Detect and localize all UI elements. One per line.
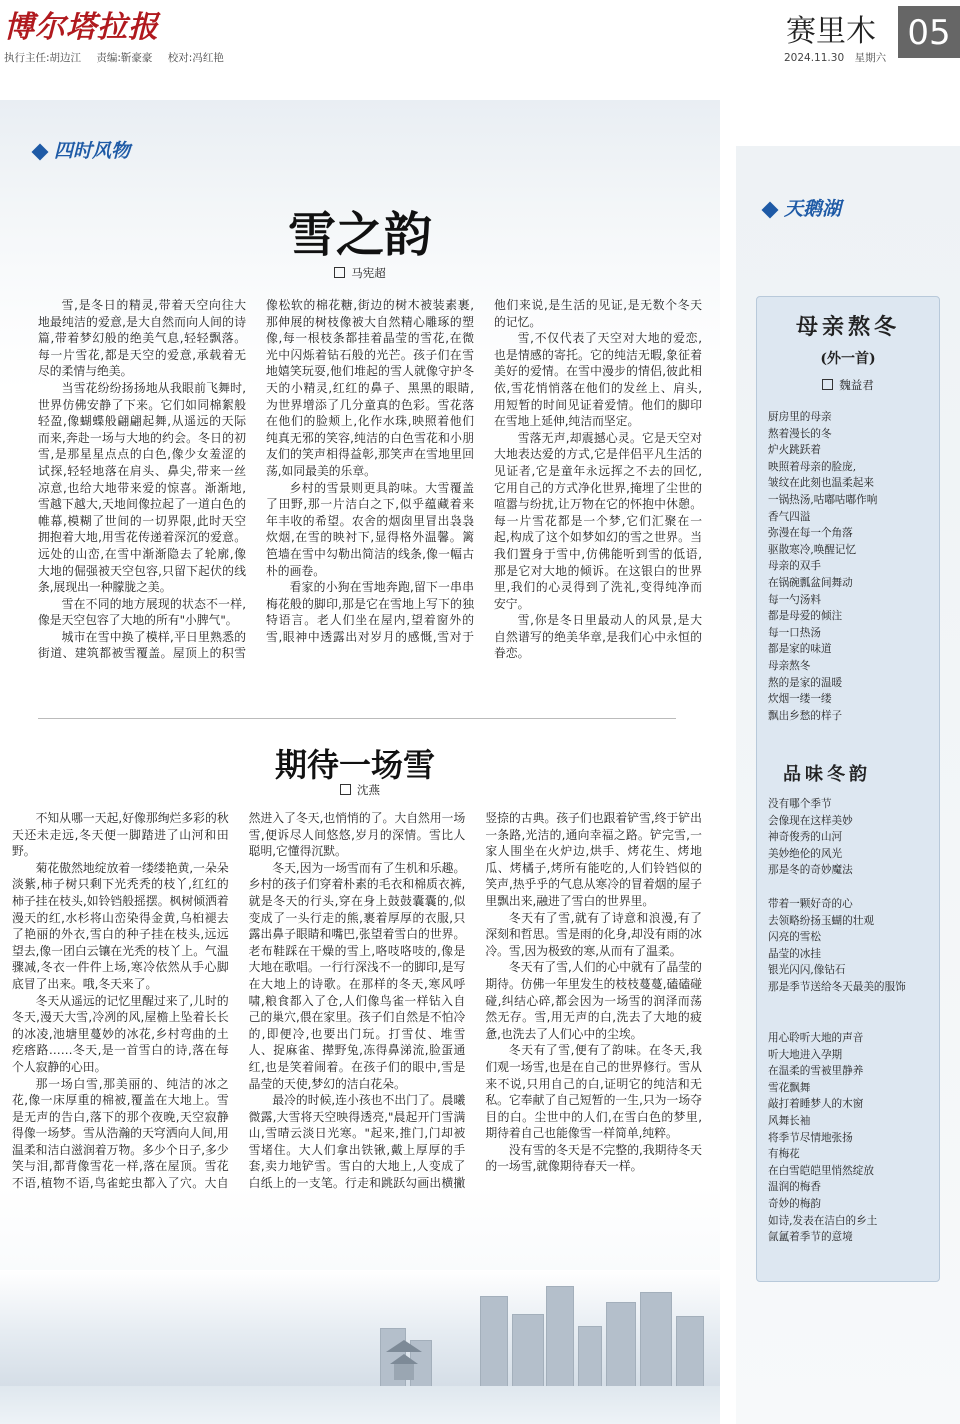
poem-line: 都是家的味道 — [768, 643, 832, 656]
poem-line: 风舞长袖 — [768, 1114, 811, 1127]
poem-line: 银光闪闪,像钻石 — [768, 964, 846, 977]
poem2-title: 品味冬韵 — [783, 764, 871, 785]
article1-author: 马宪超 — [351, 266, 386, 280]
poem2-stanza-2 — [768, 896, 934, 996]
poem-line: 神奇俊秀的山河 — [768, 831, 843, 844]
winter-city-illustration — [0, 1270, 720, 1424]
article2-paragraph: 那一场白雪,那美丽的、纯洁的冰之花,像一床厚重的棉被,覆盖在大地上。雪是无声的告白,落下的那个夜晚,天空寂静得像一场梦。雪从浩瀚的天穹洒向人间,用温柔和洁白滋润着万物。多少个日子,多少笑与泪,都背像雪花一样,落在屋顶。雪花不语,植物不语,鸟雀蛇虫都入了穴。大自然进入了冬天,也悄悄的了。大自然用一场雪,便诉尽人间悠悠,岁月的深情。雪比人聪明,它懂得沉默。 — [12, 811, 466, 1191]
credit-director: 执行主任:胡边江 — [4, 52, 82, 64]
masthead — [0, 0, 960, 72]
article2-title: 期待一场雪 — [274, 746, 435, 784]
article2-paragraph: 不知从哪一天起,好像那绚烂多彩的秋天还未走远,冬天便一脚踏进了山河和田野。 — [12, 811, 229, 859]
page-number: 05 — [898, 6, 960, 58]
poem-line: 带着一颗好奇的心 — [768, 898, 853, 910]
article1-byline — [260, 265, 460, 281]
article1-body — [38, 297, 702, 695]
article-divider — [38, 718, 676, 719]
poem-line: 在温柔的雪被里静养 — [768, 1065, 864, 1078]
poem-line: 听大地进入孕期 — [768, 1048, 843, 1061]
poem-line: 炊烟一缕一缕 — [768, 693, 832, 706]
main-column-tag — [34, 136, 130, 163]
poem-line: 厨房里的母亲 — [768, 411, 832, 423]
poem-line: 在锅碗瓢盆间舞动 — [768, 576, 853, 589]
poem-byline — [756, 377, 940, 393]
poem-line: 母亲熬冬 — [768, 659, 811, 672]
article1-paragraph: 雪,你是冬日里最动人的风景,是大自然谱写的绝美华章,是我们心中永恒的眷恋。 — [494, 613, 702, 661]
poem-line: 一锅热汤,咕嘟咕嘟作响 — [768, 493, 878, 506]
poem1-lines — [768, 409, 934, 724]
poem-line: 雪花飘舞 — [768, 1081, 811, 1094]
poem-line: 那是季节送给冬天最美的服饰 — [768, 980, 906, 993]
article1-paragraph: 当雪花纷纷扬扬地从我眼前飞舞时,世界仿佛安静了下来。它们如同棉絮般轻盈,像蝴蝶般翩翩起舞,从遥远的天际而来,奔赴一场与大地的约会。冬日的初雪,是那星星点点的白色,像少女羞涩的试探,轻轻地落在肩头、鼻尖,带来一丝凉意,也给大地带来爱的惊喜。渐渐地,雪越下越大,天地间像拉起了一道白色的帷幕,模糊了世间的一切界限,此时天空拥抱着大地,用雪花传递着深沉的爱意。远处的山峦,在雪中渐渐隐去了轮廓,像大地的倔强被天空包容,只留下起伏的线条,展现出一种朦胧之美。 — [38, 380, 246, 595]
poem-line: 美妙绝伦的风光 — [768, 847, 843, 860]
poem-line: 奇妙的梅韵 — [768, 1197, 821, 1210]
article1-paragraph: 雪,是冬日的精灵,带着天空向往大地最纯洁的爱意,是大自然而向人间的诗篇,带着梦幻般的绝美气息,轻轻飘落。每一片雪花,都是天空的爱意,承载着无尽的柔情与绝美。 — [38, 298, 246, 379]
poem-line: 将季节尽情地张扬 — [768, 1131, 853, 1144]
poem-line: 晶莹的冰挂 — [768, 947, 821, 960]
poem-line: 在白雪皑皑里悄然绽放 — [768, 1164, 874, 1177]
article1-paragraph: 城市在雪中换了模样,平日里熟悉的街道、建筑都被雪覆盖。屋顶上的积雪像松软的棉花糖,街边的树木被装素裹,那伸展的树枝像被大自然精心雕琢的塑像,每一根枝条都挂着晶莹的雪花,在微光中闪烁着钻石般的光芒。孩子们在雪地嬉笑玩耍,他们堆起的雪人就像守护冬天的小精灵,红红的鼻子、黑黑的眼睛,为世界增添了几分童真的色彩。雪花落在他们的脸颊上,化作水珠,映照着他们纯真无邪的笑容,纯洁的白色雪花和小朋友们的笑声相得益彰,那笑声在雪地里回荡,如同最美的乐章。 — [38, 298, 474, 661]
poem-line: 驱散寒冷,唤醒记忆 — [768, 543, 857, 556]
poem-line: 皱纹在此刻也温柔起来 — [768, 477, 874, 490]
article1-paragraph: 乡村的雪景则更具韵味。大雪覆盖了田野,那一片洁白之下,似乎蕴藏着来年丰收的希望。农舍的烟囱里冒出袅袅炊烟,在雪的映衬下,显得格外温馨。篱笆墙在雪中勾勒出简洁的线条,像一幅古朴的画卷。 — [266, 480, 474, 578]
diamond-icon — [762, 202, 779, 219]
poem2-stanza-3 — [768, 1030, 934, 1246]
newspaper-logo: 博尔塔拉报 — [4, 10, 159, 45]
article2-body — [12, 810, 702, 1266]
poem-line: 没有哪个季节 — [768, 798, 832, 810]
article1-paragraph: 雪落无声,却震撼心灵。它是天空对大地表达爱的方式,它是伴侣平凡生活的见证者,它是童年永远挥之不去的回忆,它用自己的方式净化世界,掩埋了尘世的喧嚣与纷扰,让万物在它的怀抱中休憩。每一片雪花都是一个梦,它们汇聚在一起,构成了这个如梦如幻的雪之世界。当我们置身于雪中,仿佛能听到雪的低语,那是它对大地的倾诉。在这银白的世界里,我们的心灵得到了洗礼,变得纯净而安宁。 — [494, 430, 702, 611]
article1-paragraph: 雪,不仅代表了天空对大地的爱恋,也是情感的寄托。它的纯洁无暇,象征着美好的爱情。在雪中漫步的情侣,彼此相依,雪花悄悄落在他们的发丝上、肩头,用短暂的时间见证着爱情。他们的脚印在雪地上延伸,纯洁而坚定。 — [494, 331, 702, 429]
poem-author: 魏益君 — [839, 378, 874, 392]
poem-line: 母亲的双手 — [768, 560, 821, 573]
article2-paragraph: 冬天从遥远的记忆里醒过来了,儿时的冬天,漫天大雪,冷冽的风,屋檐上坠着长长的冰凌,池塘里蔓妙的冰花,乡村弯曲的土疙瘩路……冬天,是一首雪白的诗,落在每个人寂静的心田。 — [12, 993, 229, 1074]
poem-title: 母亲熬冬 — [795, 314, 900, 340]
poem-line: 炉火跳跃着 — [768, 444, 821, 457]
poem-line: 每一勺汤料 — [768, 593, 821, 606]
article2-paragraph: 冬天,因为一场雪而有了生机和乐趣。乡村的孩子们穿着朴素的毛衣和棉质衣裤,就是冬天的行头,穿在身上鼓鼓囊囊的,似变成了一头行走的熊,裹着厚厚的衣服,只露出鼻子眼睛和嘴巴,张望着雪白的世界。老布鞋踩在干燥的雪上,咯吱咯吱的,像是大地在歌唱。一行行深浅不一的脚印,是写在大地上的诗歌。在那样的冬天,寒风呼啸,粮食都入了仓,人们像鸟雀一样钻入自己的巢穴,偎在家里。孩子们自然是不怕冷的,即便冷,也要出门玩。打雪仗、堆雪人、捉麻雀、撵野兔,冻得鼻涕流,脸蛋通红,也是笑着闹着。在孩子们的眼中,雪是晶莹的天使,梦幻的洁白花朵。 — [248, 860, 466, 1091]
poem-line: 熬着漫长的冬 — [768, 427, 832, 440]
poem-line: 去领略纷扬玉蝴的壮观 — [768, 914, 874, 927]
article1-paragraph: 看家的小狗在雪地奔跑,留下一串串梅花般的脚印,那是它在雪地上写下的独特语言。老人们坐在屋内,望着窗外的雪,眼神中透露出对岁月的感慨,雪对于他们来说,是生活的见证,是无数个冬天的记忆。 — [266, 298, 702, 644]
poem-line: 会像现在这样美妙 — [768, 814, 853, 827]
poem-line: 有梅花 — [768, 1148, 800, 1161]
poem-line: 每一口热汤 — [768, 626, 821, 639]
poem2-stanza-1 — [768, 796, 934, 879]
poem-line: 映照着母亲的脸庞, — [768, 460, 857, 473]
credit-editor: 责编:靳豪豪 — [96, 52, 153, 64]
poem-line: 氤氲着季节的意境 — [768, 1231, 853, 1244]
poem-subtitle: (外一首) — [820, 351, 876, 367]
article2-author: 沈燕 — [357, 783, 380, 797]
poem-line: 飘出乡愁的样子 — [768, 709, 843, 722]
poem-line: 温润的梅香 — [768, 1181, 821, 1194]
diamond-icon — [32, 144, 49, 161]
poem-line: 那是冬的奇妙魔法 — [768, 864, 853, 877]
poem-line: 弥漫在每一个角落 — [768, 527, 853, 540]
side-column-tag-text: 天鹅湖 — [784, 198, 842, 220]
poem-line: 熬的是家的温暖 — [768, 676, 843, 689]
editor-credits — [4, 50, 236, 65]
article1-paragraph: 雪在不同的地方展现的状态不一样,像是天空包容了大地的所有"小脾气"。 — [38, 596, 246, 628]
side-column-tag — [764, 194, 841, 221]
article2-paragraph: 冬天有了雪,就有了诗意和浪漫,有了深刻和哲思。雪是雨的化身,却没有雨的冰冷。雪,因为极致的寒,从而有了温柔。 — [485, 910, 702, 958]
poem-line: 用心聆听大地的声音 — [768, 1032, 864, 1044]
credit-proofreader: 校对:冯红艳 — [167, 52, 224, 64]
article2-paragraph: 菊花傲然地绽放着一缕缕艳黄,一朵朵淡紫,柿子树只剩下光秃秃的枝丫,红红的柿子挂在枝头,如铃铛般摇摆。枫树倾洒着漫天的红,水杉将山峦染得金黄,乌桕褪去了艳丽的外衣,雪白的种子挂在枝头,远远望去,像一团白云镶在光秃的枝丫上。气温骤减,冬衣一件件上场,寒冷依然从手心脚底冒了出来。哦,冬天来了。 — [12, 860, 229, 991]
article2-paragraph: 没有雪的冬天是不完整的,我期待冬天的一场雪,就像期待春天一样。 — [485, 1142, 702, 1174]
section-title: 赛里木 — [786, 14, 876, 49]
pavilion-icon — [384, 1334, 424, 1384]
issue-date: 2024.11.30 星期六 — [784, 52, 887, 64]
article2-paragraph: 冬天有了雪,便有了韵味。在冬天,我们观一场雪,也是在自己的世界修行。雪从来不说,只用自己的白,证明它的纯洁和无私。它奉献了自己短暂的一生,只为一场夺目的白。尘世中的人们,在雪白色的梦里,期待着自己也能像雪一样简单,纯粹。 — [485, 1043, 702, 1141]
poem-line: 香气四溢 — [768, 510, 811, 523]
poem-line: 都是母爱的倾注 — [768, 610, 843, 623]
main-column-tag-text: 四时风物 — [54, 140, 131, 162]
poem-line: 闪亮的雪松 — [768, 931, 821, 944]
article2-paragraph: 最冷的时候,连小孩也不出门了。晨曦微露,大雪将天空映得透亮,"晨起开门雪满山,雪晴云淡日光寒。"起来,推门,门却被雪堵住。大人们拿出铁锹,戴上厚厚的手套,卖力地铲雪。雪白的大地上,人变成了白纸上的一支笔。行走和跳跃勾画出横撇竖捺的古典。孩子们也跟着铲雪,终于铲出一条路,光洁的,通向幸福之路。铲完雪,一家人围坐在火炉边,烘手、烤花生、烤地瓜、烤橘子,烤所有能吃的,人们铃铛似的笑声,热乎乎的气息从寒冷的冒着烟的屋子里飘出来,融进了雪白的世界里。 — [248, 811, 702, 1191]
article2-paragraph: 冬天有了雪,人们的心中就有了晶莹的期待。仿佛一年里发生的枝枝蔓蔓,磕磕碰碰,纠结心碎,都会因为一场雪的润泽而荡然无存。雪,用无声的白,洗去了大地的疲惫,也洗去了人们心中的尘埃。 — [485, 960, 702, 1041]
poem-line: 敲打着睡梦人的木窗 — [768, 1098, 864, 1111]
article2-byline — [260, 782, 460, 798]
article1-title: 雪之韵 — [287, 207, 432, 263]
poem-line: 如诗,发表在洁白的乡土 — [768, 1214, 878, 1227]
